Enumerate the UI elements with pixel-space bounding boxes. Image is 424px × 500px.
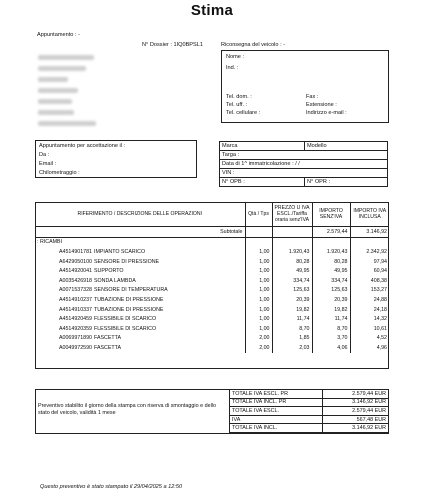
item-unit-price: 8,70 xyxy=(272,324,312,334)
item-quantity: 1,00 xyxy=(245,247,272,257)
dealer-info-redacted xyxy=(38,55,98,132)
item-unit-price: 2,03 xyxy=(272,343,312,353)
item-description: FLESSIBILE DI SCARICO xyxy=(94,325,157,332)
redacted-line xyxy=(38,77,68,82)
item-reference-description xyxy=(35,286,245,296)
item-description: SONDA LAMBDA xyxy=(94,277,136,284)
fax-label: Fax : xyxy=(306,94,319,100)
opb-label: N° OPB : xyxy=(220,178,305,187)
table-row xyxy=(35,266,389,276)
totals-row xyxy=(230,398,389,407)
item-amount-excl: 11,74 xyxy=(312,314,350,324)
item-reference-description xyxy=(35,334,245,344)
item-amount-excl: 4,06 xyxy=(312,343,350,353)
item-reference-description xyxy=(35,276,245,286)
item-amount-incl: 153,27 xyxy=(370,287,387,294)
mileage-label: Chilometraggio : xyxy=(39,170,80,176)
item-quantity: 1,00 xyxy=(245,295,272,305)
redacted-line xyxy=(38,88,78,93)
item-description: SUPPORTO xyxy=(94,268,124,275)
table-row xyxy=(35,257,389,267)
item-description: TUBAZIONE DI PRESSIONE xyxy=(94,306,164,313)
vehicle-make-label: Marca xyxy=(220,142,305,151)
item-reference: A4514920459 xyxy=(59,316,92,323)
item-description: FASCETTA xyxy=(94,344,121,351)
item-unit-price: 80,28 xyxy=(272,257,312,267)
totals-table xyxy=(229,389,389,433)
operations-table xyxy=(35,202,389,353)
vehicle-model-label: Modello xyxy=(305,142,388,151)
item-amount-incl: 97,94 xyxy=(373,258,387,265)
print-footer: Questo preventivo è stato stampato il 29/04/2025 a 12:50 xyxy=(40,484,183,490)
item-reference: A4514920359 xyxy=(59,325,92,332)
item-description: FASCETTA xyxy=(94,335,121,342)
email-address-label: Indirizzo e-mail : xyxy=(306,110,347,116)
totals-row xyxy=(230,407,389,416)
item-amount-incl: 24,18 xyxy=(373,306,387,313)
table-row xyxy=(35,334,389,344)
item-reference: A6429050100 xyxy=(59,258,92,265)
item-description: IMPIANTO SCARICO xyxy=(94,248,146,255)
item-amount-incl: 2.342,92 xyxy=(366,248,387,255)
tel-office-label: Tel. uff. : xyxy=(226,102,248,108)
totals-row xyxy=(230,415,389,424)
item-amount-excl: 1.920,43 xyxy=(312,247,350,257)
item-reference-description xyxy=(35,305,245,315)
item-amount-excl: 334,74 xyxy=(312,276,350,286)
item-reference-description xyxy=(35,324,245,334)
item-reference: A4514910337 xyxy=(59,306,92,313)
appointment-label: Appuntamento : - xyxy=(37,32,80,38)
subtotal-excl: 2.579,44 xyxy=(312,227,350,238)
item-quantity: 1,00 xyxy=(245,286,272,296)
vin-label: VIN : xyxy=(220,169,388,178)
subtotal-incl: 3.146,92 xyxy=(350,227,389,238)
item-quantity: 1,00 xyxy=(245,305,272,315)
item-amount-incl: 408,38 xyxy=(370,277,387,284)
total-label: TOTALE IVA INCL. xyxy=(230,424,323,433)
item-reference-description xyxy=(35,247,245,257)
item-unit-price: 19,82 xyxy=(272,305,312,315)
opr-label: N° OPR : xyxy=(305,178,388,187)
item-quantity: 1,00 xyxy=(245,257,272,267)
acceptance-email-label: Email : xyxy=(39,161,57,167)
item-amount-excl: 20,39 xyxy=(312,295,350,305)
table-row xyxy=(35,314,389,324)
total-label: IVA xyxy=(230,415,323,424)
acceptance-box xyxy=(35,140,197,178)
table-row xyxy=(35,286,389,296)
dossier-number: N° Dossier : 1IQ0BPSL1 xyxy=(142,42,203,48)
extension-label: Estensione : xyxy=(306,102,337,108)
customer-name-label: Nome : xyxy=(226,54,245,60)
section-label: : RICAMBI xyxy=(35,237,245,247)
item-reference: A0035426918 xyxy=(59,277,92,284)
item-amount-excl: 19,82 xyxy=(312,305,350,315)
item-reference: A0049972590 xyxy=(59,344,92,351)
redacted-line xyxy=(38,121,96,126)
vehicle-return-label: Riconsegna del veicolo : - xyxy=(221,42,286,48)
item-amount-excl: 3,70 xyxy=(312,334,350,344)
tel-mobile-label: Tel. cellulare : xyxy=(226,110,261,116)
item-amount-excl: 8,70 xyxy=(312,324,350,334)
registration-date-label: Data di 1^ immatricolazione : / / xyxy=(220,160,388,169)
document-title: Stima xyxy=(190,2,234,19)
item-description: SENSORE DI PRESSIONE xyxy=(94,258,160,265)
customer-address-label: Ind. : xyxy=(226,65,239,71)
item-reference: A0071537328 xyxy=(59,287,92,294)
header-amount-excl: IMPORTO SENZ'IVA xyxy=(312,202,350,227)
acceptance-date-label: Appuntamento per accettazione il : xyxy=(39,143,126,149)
item-amount-excl: 80,28 xyxy=(312,257,350,267)
item-reference: A4514901781 xyxy=(59,248,92,255)
item-amount-incl: 60,94 xyxy=(373,268,387,275)
item-reference-description xyxy=(35,295,245,305)
item-amount-incl: 24,88 xyxy=(373,296,387,303)
item-amount-incl: 14,32 xyxy=(373,316,387,323)
item-unit-price: 11,74 xyxy=(272,314,312,324)
item-amount-excl: 49,95 xyxy=(312,266,350,276)
item-unit-price: 20,39 xyxy=(272,295,312,305)
item-reference: A0069971890 xyxy=(59,335,92,342)
item-amount-excl: 125,63 xyxy=(312,286,350,296)
item-amount-incl: 4,96 xyxy=(376,344,387,351)
item-description: TUBAZIONE DI PRESSIONE xyxy=(94,296,164,303)
total-label: TOTALE IVA ESCL. xyxy=(230,407,323,416)
table-row xyxy=(35,276,389,286)
header-quantity: Qtà / Tps xyxy=(245,202,272,227)
item-reference-description xyxy=(35,343,245,353)
subtotal-row xyxy=(35,227,389,238)
item-quantity: 1,00 xyxy=(245,266,272,276)
acceptance-from-label: Da : xyxy=(39,152,50,158)
item-reference-description xyxy=(35,314,245,324)
item-quantity: 1,00 xyxy=(245,324,272,334)
customer-box xyxy=(221,50,389,123)
item-reference-description xyxy=(35,257,245,267)
item-amount-incl: 4,52 xyxy=(376,335,387,342)
header-unit-price: PREZZO U IVA ESCL./Tariffa oraria senz'IVA xyxy=(272,202,312,227)
item-quantity: 1,00 xyxy=(245,276,272,286)
item-unit-price: 1,85 xyxy=(272,334,312,344)
section-row xyxy=(35,237,389,247)
header-amount-incl: IMPORTO IVA INCLUSA xyxy=(350,202,389,227)
total-value: 2.579,44 EUR xyxy=(323,390,389,399)
item-reference-description xyxy=(35,266,245,276)
redacted-line xyxy=(38,99,72,104)
vehicle-info-table xyxy=(219,141,388,187)
totals-row xyxy=(230,390,389,399)
tel-home-label: Tel. dom. : xyxy=(226,94,252,100)
item-unit-price: 334,74 xyxy=(272,276,312,286)
validity-note: Preventivo stabilito il giorno della stampa con riserva di smontaggio e dello stato del veicolo, validità 1 mese xyxy=(38,403,216,416)
table-row xyxy=(35,343,389,353)
item-unit-price: 49,95 xyxy=(272,266,312,276)
table-row xyxy=(35,324,389,334)
redacted-line xyxy=(38,110,74,115)
total-label: TOTALE IVA ESCL. PR xyxy=(230,390,323,399)
redacted-line xyxy=(38,66,86,71)
totals-row xyxy=(230,424,389,433)
item-quantity: 2,00 xyxy=(245,334,272,344)
item-quantity: 1,00 xyxy=(245,314,272,324)
redacted-line xyxy=(38,55,94,60)
header-description: RIFERIMENTO / DESCRIZIONE DELLE OPERAZIONI xyxy=(35,202,245,227)
total-value: 3.146,92 EUR xyxy=(323,424,389,433)
table-row xyxy=(35,295,389,305)
total-value: 3.146,92 EUR xyxy=(323,398,389,407)
item-quantity: 2,00 xyxy=(245,343,272,353)
item-unit-price: 1.920,43 xyxy=(272,247,312,257)
table-row xyxy=(35,247,389,257)
vehicle-plate-label: Targa : xyxy=(220,151,388,160)
item-description: FLESSIBILE DI SCARICO xyxy=(94,316,157,323)
total-value: 567,48 EUR xyxy=(323,415,389,424)
table-row xyxy=(35,305,389,315)
item-amount-incl: 10,61 xyxy=(373,325,387,332)
total-value: 2.579,44 EUR xyxy=(323,407,389,416)
item-reference: A4514920041 xyxy=(59,268,92,275)
total-label: TOTALE IVA INCL. PR xyxy=(230,398,323,407)
item-unit-price: 125,63 xyxy=(272,286,312,296)
item-description: SENSORE DI TEMPERATURA xyxy=(94,287,168,294)
subtotal-label: Subtotale xyxy=(35,227,245,238)
item-reference: A4514910237 xyxy=(59,296,92,303)
